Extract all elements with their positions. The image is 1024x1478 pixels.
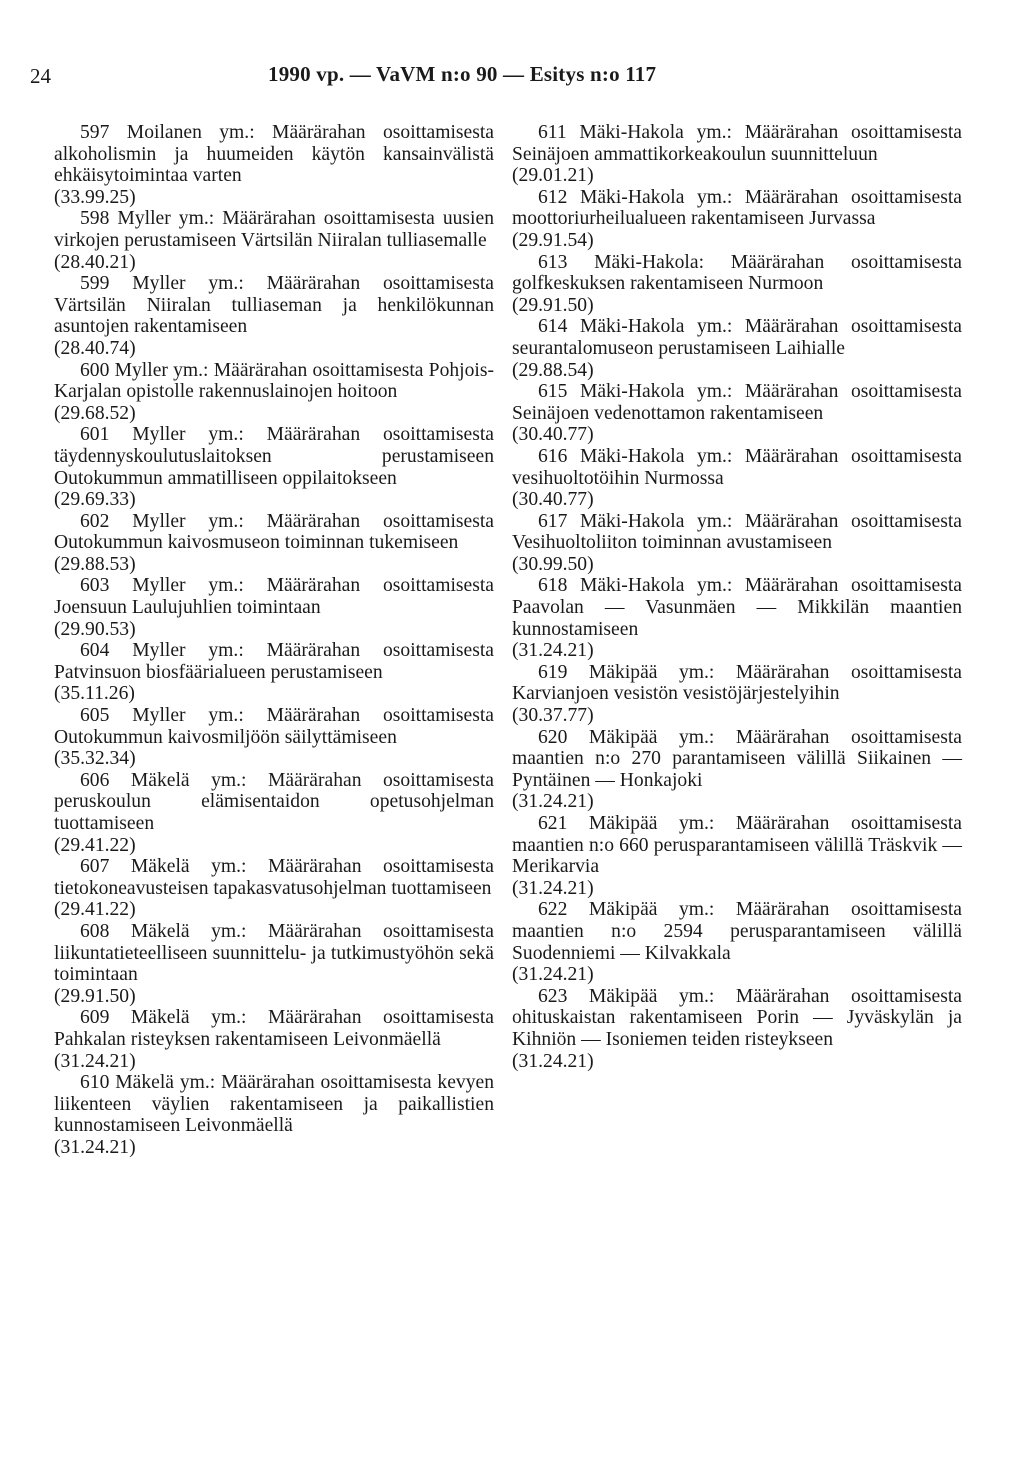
motion-text: 608 Mäkelä ym.: Määrärahan osoittamisesta liikuntatieteelliseen suunnittelu- ja tutkimustyöhön sekä toimintaan xyxy=(54,920,494,986)
motion-entry xyxy=(54,705,494,770)
budget-item-reference: (31.24.21) xyxy=(512,640,594,662)
motion-entry xyxy=(54,122,494,208)
running-title: 1990 vp. — VaVM n:o 90 — Esitys n:o 117 xyxy=(268,62,657,86)
budget-item-reference: (31.24.21) xyxy=(54,1050,136,1072)
budget-item-reference: (35.11.26) xyxy=(54,683,135,705)
motion-text: 602 Myller ym.: Määrärahan osoittamisesta Outokummun kaivosmuseon toiminnan tukemiseen xyxy=(54,510,494,554)
motion-text: 615 Mäki-Hakola ym.: Määrärahan osoittamisesta Seinäjoen vedenottamon rakentamiseen xyxy=(512,381,962,424)
page-header xyxy=(0,56,1024,90)
motion-entry xyxy=(54,921,494,1007)
motion-entry xyxy=(54,360,494,425)
motion-text: 612 Mäki-Hakola ym.: Määrärahan osoittamisesta moottoriurheilualueen rakentamiseen Jurvassa xyxy=(512,186,962,230)
motion-text: 622 Mäkipää ym.: Määrärahan osoittamisesta maantien n:o 2594 perusparantamiseen välillä Suodenniemi — Kilvakkala xyxy=(512,899,962,964)
motion-text: 618 Mäki-Hakola ym.: Määrärahan osoittamisesta Paavolan — Vasunmäen — Mikkilän maantien kunnostamiseen xyxy=(512,575,962,640)
motion-text: 604 Myller ym.: Määrärahan osoittamisesta Patvinsuon biosfäärialueen perustamiseen xyxy=(54,640,494,683)
budget-item-reference: (29.88.53) xyxy=(54,553,136,575)
motion-entry xyxy=(512,316,962,381)
motion-entry xyxy=(512,187,962,252)
budget-item-reference: (29.91.54) xyxy=(512,229,594,251)
motion-text: 613 Mäki-Hakola: Määrärahan osoittamisesta golfkeskuksen rakentamiseen Nurmoon xyxy=(512,251,962,295)
motion-text: 614 Mäki-Hakola ym.: Määrärahan osoittamisesta seurantalomuseon perustamiseen Laihialle xyxy=(512,316,962,359)
motion-entry xyxy=(54,856,494,921)
page-number: 24 xyxy=(30,64,51,88)
budget-item-reference: (31.24.21) xyxy=(512,877,594,899)
motion-text: 611 Mäki-Hakola ym.: Määrärahan osoittamisesta Seinäjoen ammattikorkeakoulun suunnitteluun xyxy=(512,122,962,165)
budget-item-reference: (31.24.21) xyxy=(512,791,594,813)
motion-entry xyxy=(512,252,962,317)
motion-entry xyxy=(54,1072,494,1158)
budget-item-reference: (29.68.52) xyxy=(54,402,136,424)
motion-text: 605 Myller ym.: Määrärahan osoittamisesta Outokummun kaivosmiljöön säilyttämiseen xyxy=(54,705,494,748)
motion-entry xyxy=(512,575,962,661)
motion-text: 601 Myller ym.: Määrärahan osoittamisesta täydennyskoulutuslaitoksen perustamiseen Outokummun ammatilliseen oppilaitokseen xyxy=(54,424,494,489)
motion-text: 609 Mäkelä ym.: Määrärahan osoittamisesta Pahkalan risteyksen rakentamiseen Leivonmäellä xyxy=(54,1007,494,1050)
motion-entry xyxy=(54,208,494,273)
budget-item-reference: (29.88.54) xyxy=(512,359,594,381)
motion-text: 598 Myller ym.: Määrärahan osoittamisesta uusien virkojen perustamiseen Värtsilän Niiralan tulliasemalle xyxy=(54,208,494,251)
budget-item-reference: (29.41.22) xyxy=(54,899,136,921)
budget-item-reference: (31.24.21) xyxy=(512,1050,594,1072)
motion-entry xyxy=(512,446,962,511)
budget-item-reference: (30.37.77) xyxy=(512,705,594,727)
motion-text: 619 Mäkipää ym.: Määrärahan osoittamisesta Karvianjoen vesistön vesistöjärjestelyihin xyxy=(512,661,962,705)
budget-item-reference: (28.40.74) xyxy=(54,337,136,359)
motion-entry xyxy=(512,986,962,1072)
motion-entry xyxy=(54,1007,494,1072)
motion-entry xyxy=(54,273,494,359)
budget-item-reference: (29.91.50) xyxy=(54,985,136,1007)
budget-item-reference: (33.99.25) xyxy=(54,186,136,208)
motion-text: 617 Mäki-Hakola ym.: Määrärahan osoittamisesta Vesihuoltoliiton toiminnan avustamiseen xyxy=(512,510,962,554)
motion-text: 603 Myller ym.: Määrärahan osoittamisesta Joensuun Laulujuhlien toimintaan xyxy=(54,575,494,619)
motion-text: 616 Mäki-Hakola ym.: Määrärahan osoittamisesta vesihuoltotöihin Nurmossa xyxy=(512,445,962,489)
budget-item-reference: (29.90.53) xyxy=(54,618,136,640)
motion-entry xyxy=(512,662,962,727)
motion-text: 600 Myller ym.: Määrärahan osoittamisesta Pohjois-Karjalan opistolle rakennuslainojen hoitoon xyxy=(54,359,494,403)
budget-item-reference: (29.01.21) xyxy=(512,165,594,187)
motion-entry xyxy=(54,511,494,576)
budget-item-reference: (31.24.21) xyxy=(54,1136,136,1158)
motion-text: 621 Mäkipää ym.: Määrärahan osoittamisesta maantien n:o 660 perusparantamiseen välillä Träskvik — Merikarvia xyxy=(512,813,962,878)
budget-item-reference: (30.40.77) xyxy=(512,424,594,446)
right-column xyxy=(512,122,962,1072)
left-column xyxy=(54,122,494,1159)
motion-text: 620 Mäkipää ym.: Määrärahan osoittamisesta maantien n:o 270 parantamiseen välillä Siikainen — Pyntäinen — Honkajoki xyxy=(512,726,962,791)
motion-entry xyxy=(54,424,494,510)
budget-item-reference: (28.40.21) xyxy=(54,251,136,273)
motion-text: 606 Mäkelä ym.: Määrärahan osoittamisesta peruskoulun elämisentaidon opetusohjelman tuottamiseen xyxy=(54,769,494,834)
motion-entry xyxy=(512,899,962,985)
motion-entry xyxy=(54,575,494,640)
motion-entry xyxy=(54,640,494,705)
budget-item-reference: (29.91.50) xyxy=(512,294,594,316)
motion-entry xyxy=(512,727,962,813)
motion-entry xyxy=(512,511,962,576)
budget-item-reference: (30.99.50) xyxy=(512,553,594,575)
budget-item-reference: (35.32.34) xyxy=(54,748,136,770)
budget-item-reference: (29.41.22) xyxy=(54,834,136,856)
motion-entry xyxy=(512,381,962,446)
motion-entry xyxy=(512,122,962,187)
motion-text: 597 Moilanen ym.: Määrärahan osoittamisesta alkoholismin ja huumeiden käytön kansainvälistä ehkäisytoimintaa varten xyxy=(54,122,494,187)
motion-entry xyxy=(512,813,962,899)
motion-text: 599 Myller ym.: Määrärahan osoittamisesta Värtsilän Niiralan tulliaseman ja henkilökunnan asuntojen rakentamiseen xyxy=(54,273,494,338)
budget-item-reference: (29.69.33) xyxy=(54,489,136,511)
budget-item-reference: (30.40.77) xyxy=(512,489,594,511)
motion-text: 607 Mäkelä ym.: Määrärahan osoittamisesta tietokoneavusteisen tapakasvatusohjelman tuottamiseen xyxy=(54,856,494,899)
motion-text: 610 Mäkelä ym.: Määrärahan osoittamisesta kevyen liikenteen väylien rakentamiseen ja paikallistien kunnostamiseen Leivonmäellä xyxy=(54,1072,494,1137)
motion-text: 623 Mäkipää ym.: Määrärahan osoittamisesta ohituskaistan rakentamiseen Porin — Jyväskylän ja Kihniön — Isoniemen teiden risteykseen xyxy=(512,985,962,1050)
motion-entry xyxy=(54,770,494,856)
budget-item-reference: (31.24.21) xyxy=(512,964,594,986)
